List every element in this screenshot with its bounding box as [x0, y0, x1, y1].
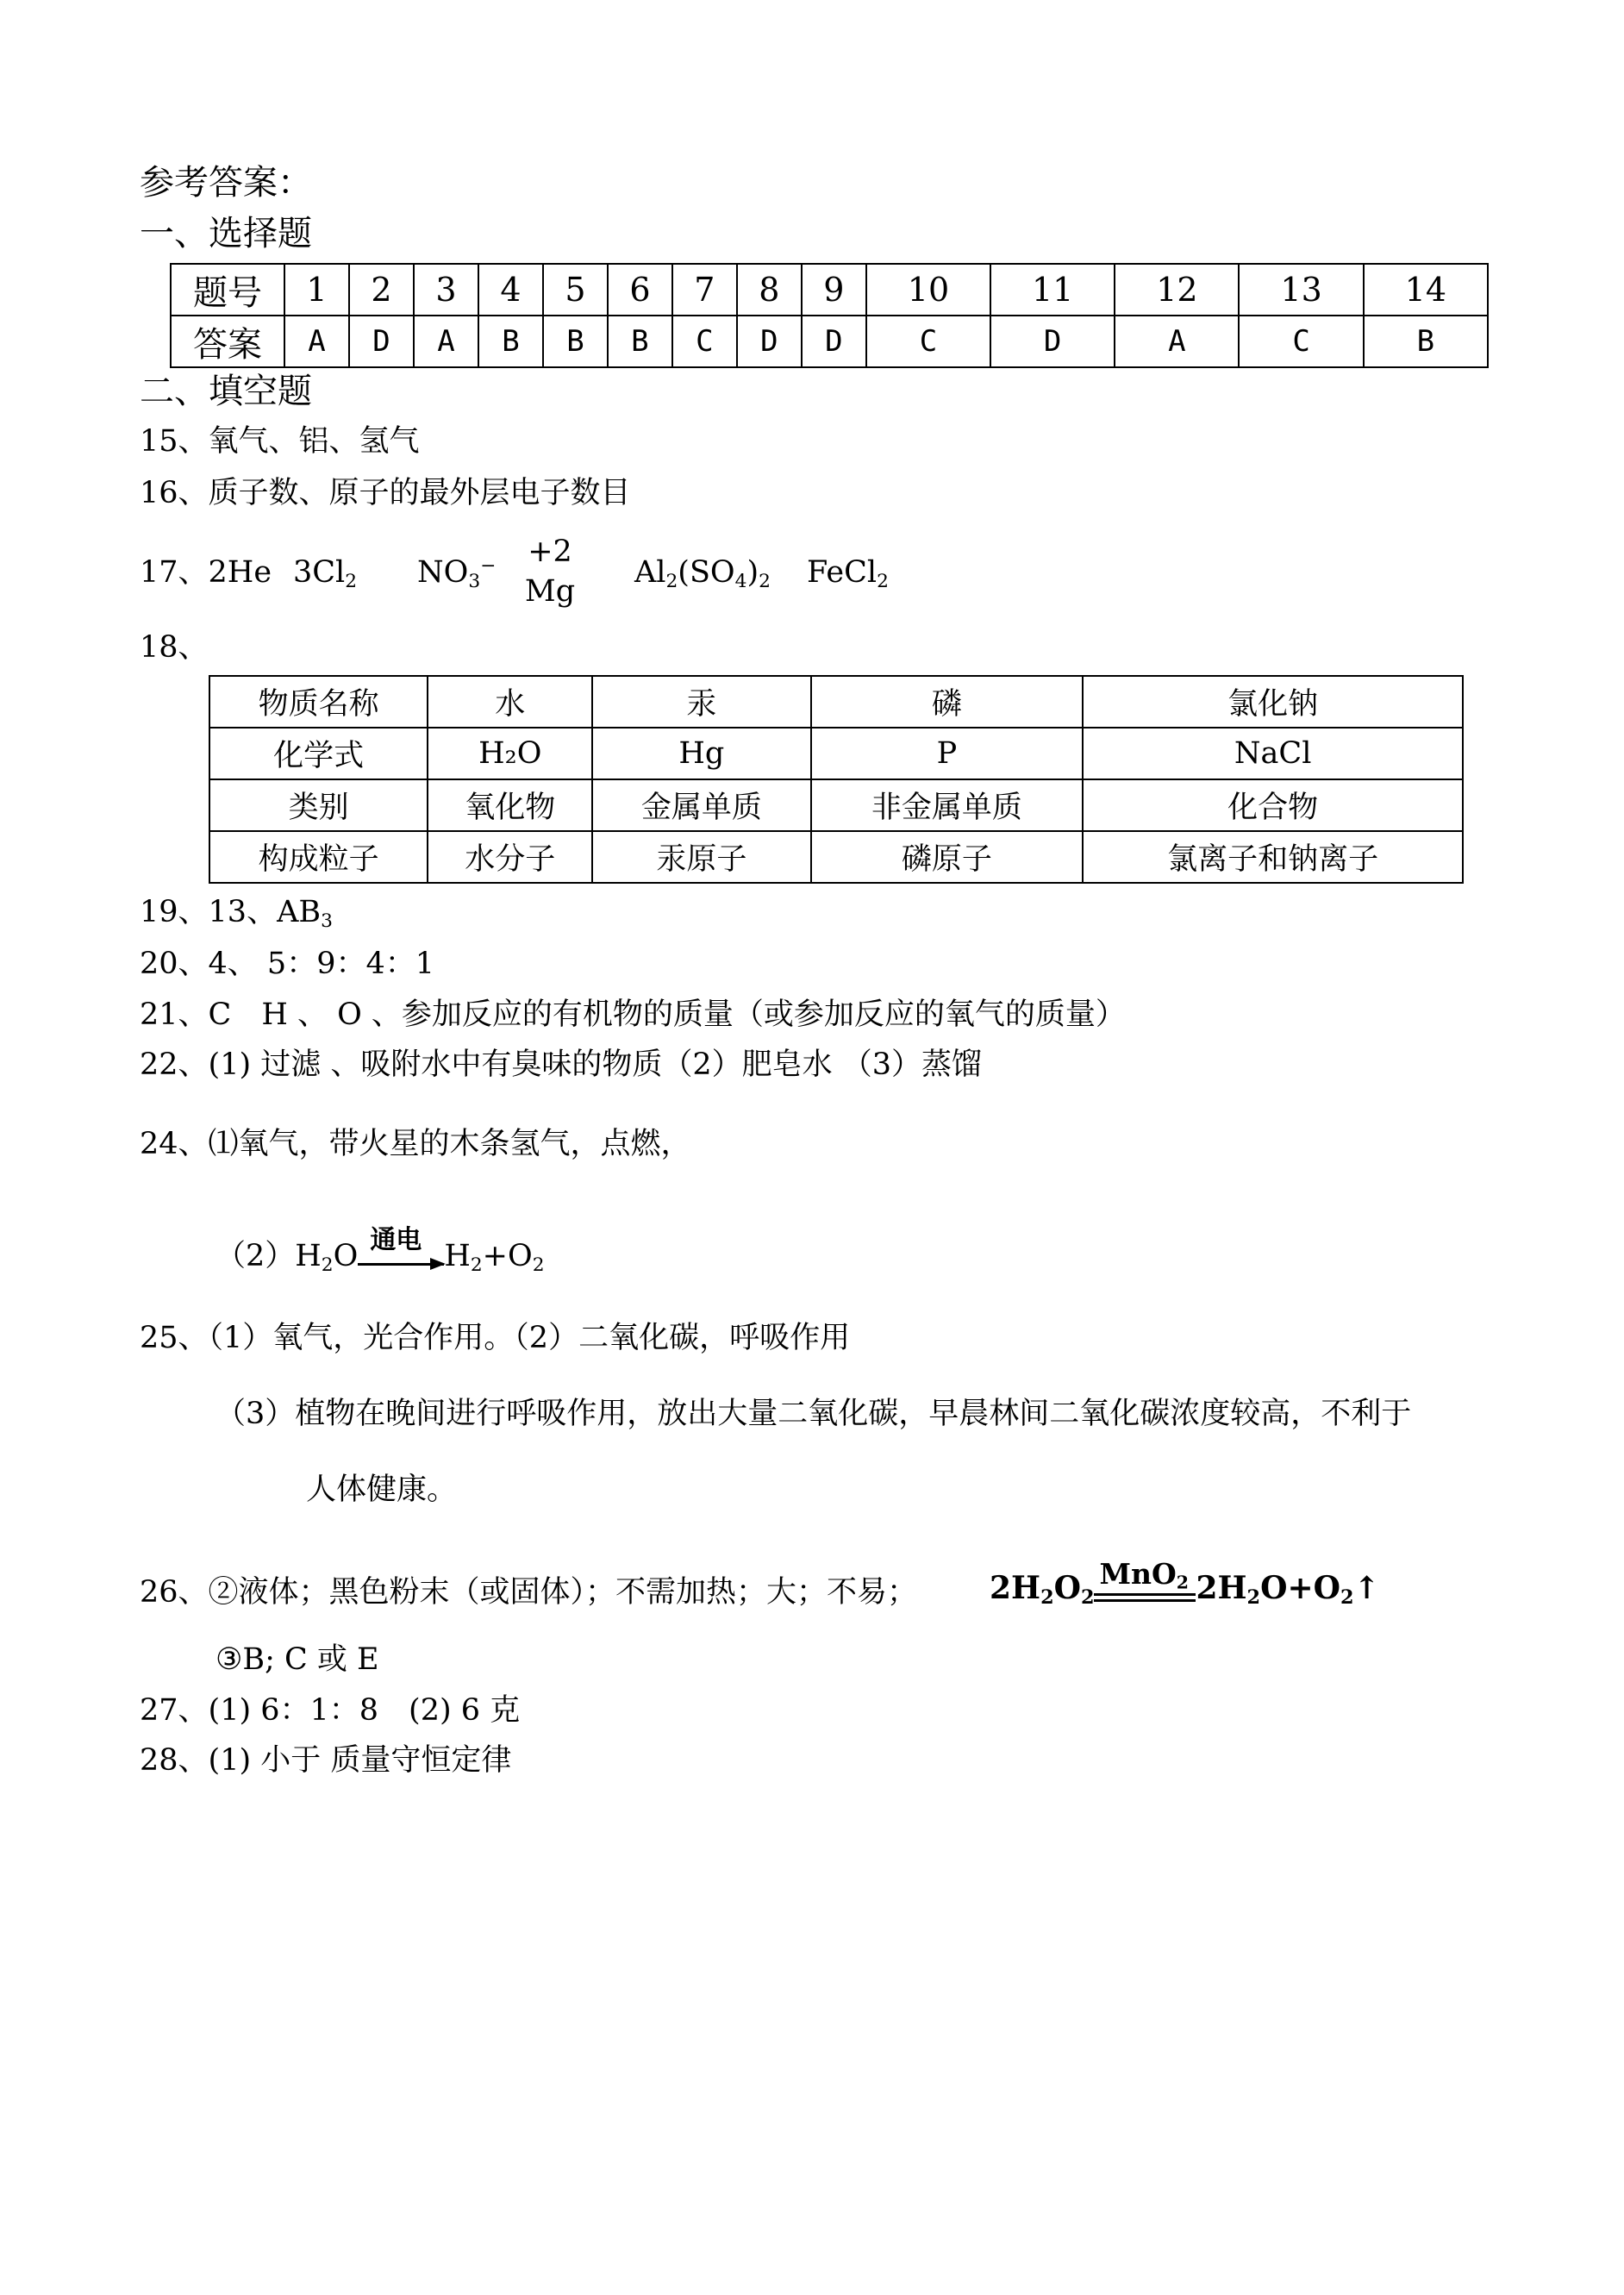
- table-cell: 非金属单质: [811, 779, 1084, 831]
- h2o2-decomposition-equation: [990, 1557, 1380, 1610]
- table-cell: P: [811, 728, 1084, 779]
- substance-table: [209, 675, 1464, 884]
- table-cell: B: [608, 316, 672, 367]
- eq-rhs1-o: O+O: [1260, 1570, 1340, 1606]
- table-cell: 氧化物: [428, 779, 592, 831]
- table-cell: D: [349, 316, 414, 367]
- q17-cl2: [293, 553, 357, 591]
- table-cell: 构成粒子: [209, 831, 428, 883]
- q17-he: 17、2He: [140, 555, 272, 590]
- q17-so4-sub2: 2: [759, 571, 771, 593]
- table-row: [209, 831, 1463, 883]
- arrow-label: 通电: [370, 1225, 422, 1255]
- q19-text: 19、13、AB: [140, 895, 322, 929]
- q24-h2-sub: 2: [470, 1254, 483, 1277]
- table-row: [209, 676, 1463, 728]
- answer-25-line2: （3）植物在晚间进行呼吸作用，放出大量二氧化碳，早晨林间二氧化碳浓度较高，不利于: [215, 1397, 1412, 1431]
- electrolysis-arrow-icon: [358, 1225, 444, 1275]
- catalyst-bar-icon: [1094, 1557, 1196, 1607]
- answer-16: 16、质子数、原子的最外层电子数目: [140, 476, 631, 510]
- answer-26-line2: ③B; C 或 E: [215, 1642, 379, 1677]
- eq-lhs: 2H: [990, 1570, 1041, 1606]
- table-cell: 11: [990, 264, 1115, 316]
- eq-lhs-sub2: 2: [1080, 1586, 1095, 1610]
- table-cell: D: [802, 316, 866, 367]
- table-cell: 9: [802, 264, 866, 316]
- table-cell: 水: [428, 676, 592, 728]
- q17-fecl-text: FeCl: [807, 555, 878, 590]
- table-cell: 5: [543, 264, 608, 316]
- table-cell: 12: [1115, 264, 1239, 316]
- table-cell: H₂O: [428, 728, 592, 779]
- q17-so4-sub: 4: [734, 571, 747, 593]
- q17-fecl2: [807, 553, 889, 591]
- answer-20: 20、4、 5：9：4：1: [140, 947, 435, 981]
- table-cell: 汞: [592, 676, 810, 728]
- table-row: [209, 779, 1463, 831]
- table-cell: B: [478, 316, 543, 367]
- section-heading-fill: 二、填空题: [140, 372, 312, 411]
- answer-19: [140, 893, 333, 931]
- q24-prefix: （2）H: [215, 1239, 322, 1273]
- table-cell: C: [672, 316, 737, 367]
- q17-no3-text: NO: [417, 555, 469, 590]
- table-cell: 10: [866, 264, 990, 316]
- answer-25-line3: 人体健康。: [306, 1473, 458, 1507]
- q24-o2-sub: 2: [532, 1254, 545, 1277]
- table-cell: 类别: [209, 779, 428, 831]
- answer-27: 27、(1) 6：1：8 (2) 6 克: [140, 1693, 521, 1728]
- table-cell: 4: [478, 264, 543, 316]
- q24-h2: H: [444, 1239, 471, 1273]
- answer-28: 28、(1) 小于 质量守恒定律: [140, 1743, 512, 1778]
- q17-so4-close: ): [746, 555, 759, 590]
- eq-rhs-sub: 2: [1340, 1586, 1354, 1610]
- table-cell: 汞原子: [592, 831, 810, 883]
- table-cell: 1: [284, 264, 349, 316]
- q19-sub: 3: [321, 910, 333, 933]
- q17-cl-sub: 2: [345, 571, 358, 593]
- table-cell: 物质名称: [209, 676, 428, 728]
- eq-lhs-o: O: [1053, 1570, 1081, 1606]
- table-cell: 磷原子: [811, 831, 1084, 883]
- table-cell: 6: [608, 264, 672, 316]
- table-cell: NaCl: [1083, 728, 1463, 779]
- table-row: [209, 728, 1463, 779]
- answer-24-line1: 24、⑴氧气，带火星的木条氢气，点燃，: [140, 1127, 691, 1161]
- table-cell: 氯离子和钠离子: [1083, 831, 1463, 883]
- table-cell: C: [866, 316, 990, 367]
- answer-18-label: 18、: [140, 630, 209, 665]
- table-cell: Hg: [592, 728, 810, 779]
- table-cell: A: [414, 316, 478, 367]
- q17-cl-text: 3Cl: [293, 555, 346, 590]
- table-cell: 化合物: [1083, 779, 1463, 831]
- table-cell: 14: [1364, 264, 1488, 316]
- eq-catalyst: [1099, 1555, 1189, 1593]
- table-cell: A: [284, 316, 349, 367]
- table-cell: A: [1115, 316, 1239, 367]
- gas-arrow-icon: ↑: [1353, 1570, 1380, 1606]
- answer-26-line1: 26、②液体；黑色粉末（或固体）；不需加热；大；不易；: [140, 1575, 918, 1610]
- q17-no3-sub: 3: [468, 571, 481, 593]
- table-cell: 磷: [811, 676, 1084, 728]
- answer-17: [140, 553, 272, 591]
- q17-al-text: Al: [634, 555, 666, 590]
- q17-so4-text: (SO: [678, 555, 735, 590]
- eq-catalyst-text: MnO: [1099, 1557, 1177, 1591]
- q17-no3: [417, 553, 496, 591]
- table-header-number: 题号: [171, 264, 284, 316]
- answer-22: 22、(1) 过滤 、吸附水中有臭味的物质（2）肥皂水 （3）蒸馏: [140, 1047, 983, 1082]
- answer-24-equation: [215, 1225, 545, 1277]
- answer-15: 15、氧气、铝、氢气: [140, 424, 420, 459]
- table-cell: B: [1364, 316, 1488, 367]
- table-cell: 8: [737, 264, 802, 316]
- eq-rhs1-sub: 2: [1246, 1586, 1261, 1610]
- q24-o: O: [333, 1239, 359, 1273]
- answer-21: 21、C H 、 O 、参加反应的有机物的质量（或参加反应的氧气的质量）: [140, 997, 1126, 1032]
- section-heading-choice: 一、选择题: [140, 214, 312, 253]
- choice-answer-table: [170, 263, 1489, 368]
- eq-catalyst-sub: 2: [1176, 1572, 1189, 1593]
- q17-fecl-sub: 2: [877, 571, 889, 593]
- q17-al-sub: 2: [665, 571, 678, 593]
- q17-mg-charge: +2: [528, 535, 572, 569]
- table-cell: 7: [672, 264, 737, 316]
- table-header-answer: 答案: [171, 316, 284, 367]
- q17-no3-sup: −: [480, 555, 497, 578]
- table-cell: D: [990, 316, 1115, 367]
- table-cell: 金属单质: [592, 779, 810, 831]
- table-cell: B: [543, 316, 608, 367]
- answer-25-line1: 25、（1）氧气，光合作用。（2）二氧化碳，呼吸作用: [140, 1321, 851, 1355]
- eq-rhs1: 2H: [1196, 1570, 1247, 1606]
- table-cell: 水分子: [428, 831, 592, 883]
- page-title: 参考答案：: [140, 163, 312, 203]
- table-row-numbers: [171, 264, 1488, 316]
- table-cell: D: [737, 316, 802, 367]
- table-cell: C: [1239, 316, 1363, 367]
- table-row-answers: [171, 316, 1488, 367]
- q17-al2so43: [634, 553, 771, 591]
- q24-o2: +O: [482, 1239, 533, 1273]
- q17-mg: Mg: [524, 574, 576, 609]
- table-cell: 氯化钠: [1083, 676, 1463, 728]
- table-cell: 化学式: [209, 728, 428, 779]
- table-cell: 2: [349, 264, 414, 316]
- eq-lhs-sub1: 2: [1040, 1586, 1054, 1610]
- table-cell: 3: [414, 264, 478, 316]
- q24-h-sub: 2: [321, 1254, 334, 1277]
- table-cell: 13: [1239, 264, 1363, 316]
